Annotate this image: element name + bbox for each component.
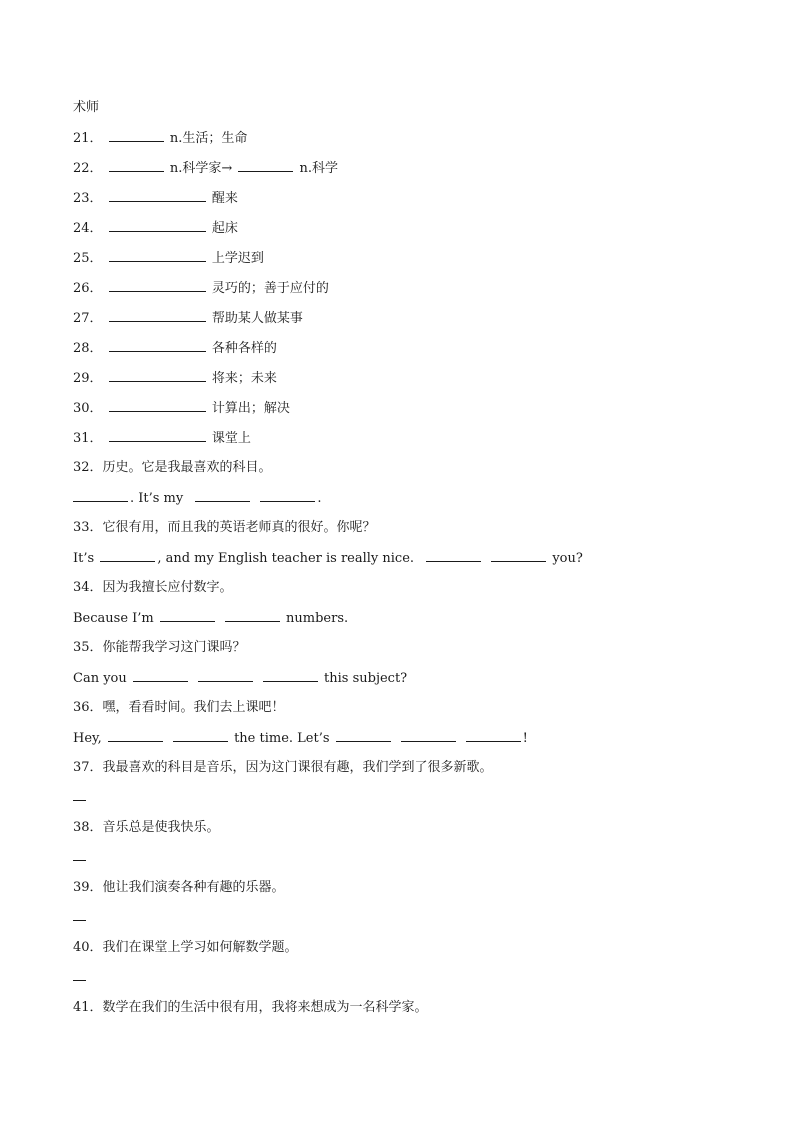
answer-blank[interactable] (263, 663, 318, 682)
item-meaning: 课堂上 (211, 431, 251, 446)
item-number: 26． (73, 281, 103, 296)
item-number: 33． (73, 520, 103, 535)
answer-blank[interactable] (426, 543, 481, 562)
vocab-item-25 (73, 243, 753, 273)
item-meaning: 灵巧的；善于应付的 (211, 281, 329, 296)
vocab-item-30 (73, 393, 753, 423)
vocab-item-22 (73, 153, 753, 183)
item-meaning: n.生活；生命 (169, 131, 248, 146)
answer-blank[interactable] (109, 123, 164, 142)
answer-blank[interactable] (225, 603, 280, 622)
item-meaning: 将来；未来 (211, 371, 277, 386)
answer-blank[interactable] (100, 543, 155, 562)
item-number: 35． (73, 640, 103, 655)
item-number: 31． (73, 431, 103, 446)
item-meaning: 醒来 (211, 191, 238, 206)
question-39-answer (73, 903, 753, 933)
question-38-answer (73, 843, 753, 873)
question-40-prompt (73, 933, 753, 963)
prompt-text: 我们在课堂上学习如何解数学题。 (102, 940, 298, 955)
item-number: 34． (73, 580, 103, 595)
question-34-prompt (73, 573, 753, 603)
sentence-text: , and my English teacher is really nice. (157, 551, 415, 566)
prompt-text: 它很有用，而且我的英语老师真的很好。你呢？ (102, 520, 376, 535)
question-36-prompt (73, 693, 753, 723)
answer-blank[interactable] (173, 723, 228, 742)
answer-blank[interactable] (195, 483, 250, 502)
answer-blank[interactable] (109, 333, 206, 352)
question-35-prompt (73, 633, 753, 663)
answer-blank[interactable] (198, 663, 253, 682)
question-38-prompt (73, 813, 753, 843)
answer-blank[interactable] (109, 213, 206, 232)
item-meaning: 上学迟到 (211, 251, 264, 266)
item-number: 41． (73, 1000, 103, 1015)
question-34-answer (73, 603, 753, 633)
answer-blank[interactable] (109, 303, 206, 322)
item-number: 36． (73, 700, 103, 715)
answer-blank[interactable] (336, 723, 391, 742)
question-33-answer (73, 543, 753, 573)
question-32-answer (73, 483, 753, 513)
answer-blank[interactable] (109, 423, 206, 442)
item-meaning: 起床 (211, 221, 238, 236)
sentence-start: Can you (73, 671, 127, 686)
question-40-answer (73, 963, 753, 993)
vocab-item-29 (73, 363, 753, 393)
answer-blank[interactable] (109, 243, 206, 262)
answer-blank[interactable] (73, 483, 128, 502)
answer-blank[interactable] (109, 153, 164, 172)
header-fragment: 术师 (73, 100, 100, 115)
item-number: 24． (73, 221, 103, 236)
question-33-prompt (73, 513, 753, 543)
item-number: 39． (73, 880, 103, 895)
sentence-text: . It’s my (130, 491, 184, 506)
sentence-start: Because I’m (73, 611, 154, 626)
answer-blank[interactable] (133, 663, 188, 682)
vocab-item-26 (73, 273, 753, 303)
item-number: 30． (73, 401, 103, 416)
vocab-item-31 (73, 423, 753, 453)
item-number: 32． (73, 460, 103, 475)
answer-blank[interactable] (260, 483, 315, 502)
question-32-prompt (73, 453, 753, 483)
item-number: 23． (73, 191, 103, 206)
answer-blank[interactable] (108, 723, 163, 742)
prompt-text: 他让我们演奏各种有趣的乐器。 (102, 880, 285, 895)
sentence-text: the time. Let’s (234, 731, 330, 746)
answer-blank[interactable] (160, 603, 215, 622)
answer-line[interactable] (73, 903, 86, 921)
item-number: 28． (73, 341, 103, 356)
answer-line[interactable] (73, 963, 86, 981)
prompt-text: 嘿，看看时间。我们去上课吧！ (102, 700, 285, 715)
sentence-end: you? (552, 551, 583, 566)
vocab-item-28 (73, 333, 753, 363)
item-meaning: 计算出；解决 (211, 401, 290, 416)
sentence-end: . (317, 491, 322, 506)
answer-blank[interactable] (109, 183, 206, 202)
sentence-end: ! (522, 731, 528, 746)
prompt-text: 我最喜欢的科目是音乐，因为这门课很有趣，我们学到了很多新歌。 (102, 760, 493, 775)
sentence-start: It’s (73, 551, 95, 566)
answer-blank[interactable] (491, 543, 546, 562)
question-35-answer (73, 663, 753, 693)
prompt-text: 音乐总是使我快乐。 (102, 820, 220, 835)
item-number: 25． (73, 251, 103, 266)
question-36-answer (73, 723, 753, 753)
question-37-answer (73, 783, 753, 813)
sentence-start: Hey, (73, 731, 102, 746)
item-number: 38． (73, 820, 103, 835)
item-number: 21． (73, 131, 103, 146)
answer-blank[interactable] (401, 723, 456, 742)
prompt-text: 因为我擅长应付数字。 (102, 580, 233, 595)
answer-blank[interactable] (109, 273, 206, 292)
item-number: 29． (73, 371, 103, 386)
item-number: 37． (73, 760, 103, 775)
vocab-item-21 (73, 123, 753, 153)
vocab-item-27 (73, 303, 753, 333)
answer-blank[interactable] (109, 363, 206, 382)
question-41-prompt (73, 993, 753, 1023)
item-meaning: n.科学家→ (169, 161, 233, 176)
prompt-text: 历史。它是我最喜欢的科目。 (102, 460, 272, 475)
item-number: 40． (73, 940, 103, 955)
worksheet (73, 93, 753, 1023)
item-number: 27． (73, 311, 103, 326)
answer-blank[interactable] (466, 723, 521, 742)
item-meaning-2: n.科学 (299, 161, 339, 176)
prompt-text: 数学在我们的生活中很有用，我将来想成为一名科学家。 (102, 1000, 428, 1015)
prompt-text: 你能帮我学习这门课吗？ (102, 640, 246, 655)
sentence-end: numbers. (286, 611, 349, 626)
question-39-prompt (73, 873, 753, 903)
question-37-prompt (73, 753, 753, 783)
answer-blank[interactable] (238, 153, 293, 172)
vocab-item-23 (73, 183, 753, 213)
item-number: 22． (73, 161, 103, 176)
item-meaning: 各种各样的 (211, 341, 277, 356)
sentence-end: this subject? (324, 671, 408, 686)
answer-blank[interactable] (109, 393, 206, 412)
vocab-item-24 (73, 213, 753, 243)
answer-line[interactable] (73, 843, 86, 861)
answer-line[interactable] (73, 783, 86, 801)
item-meaning: 帮助某人做某事 (211, 311, 303, 326)
